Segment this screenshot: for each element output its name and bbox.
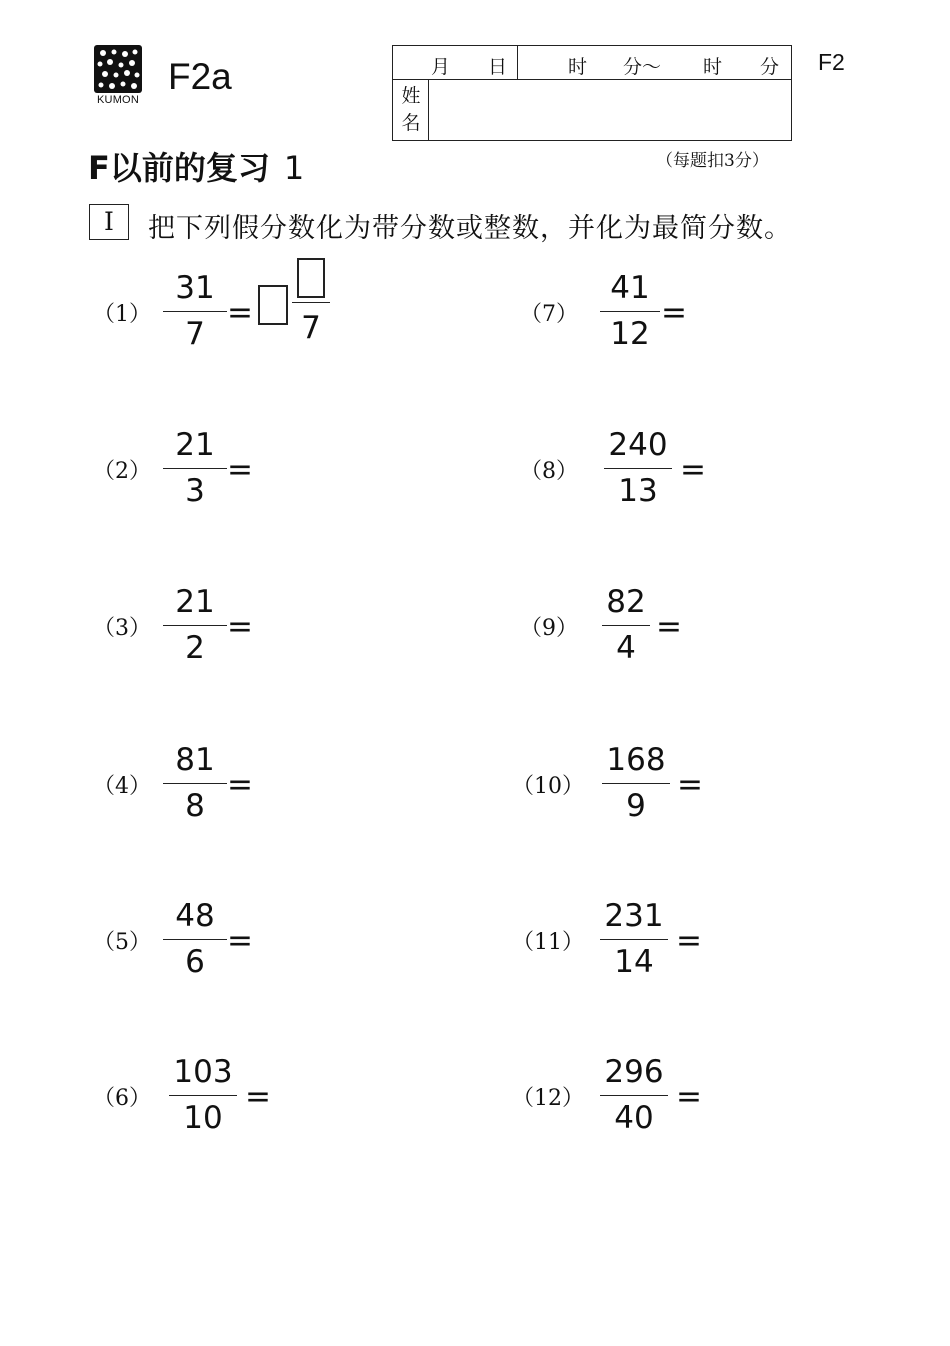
numerator: 231 [604,898,664,934]
month-label: 月 [431,56,451,78]
fraction-bar [600,311,660,312]
improper-fraction [604,425,672,511]
exercise-1 [93,268,413,358]
exercise-label: （10） [512,774,584,799]
exercise-label: （5） [93,930,151,955]
equals-sign: = [676,1079,702,1115]
section-title-number: 1 [283,149,305,187]
end-hour-label: 时 [703,56,723,78]
answer-area[interactable] [707,1062,832,1122]
answer-area[interactable] [253,906,403,966]
sheet-code: F2a [168,56,232,97]
denominator: 40 [614,1100,654,1136]
denominator: 13 [618,473,658,509]
numerator: 103 [173,1054,233,1090]
exercise-label: （6） [93,1086,151,1111]
fraction-bar [600,1095,668,1096]
exercise-9 [520,582,840,672]
exercise-label: （12） [512,1086,584,1111]
day-label: 日 [488,56,508,78]
answer-area[interactable] [690,278,830,338]
equals-sign: = [676,923,702,959]
equals-sign: = [227,923,253,959]
fraction-bar [163,625,227,626]
fraction-bar [163,468,227,469]
improper-fraction [600,268,660,354]
equals-sign: = [227,452,253,488]
section-title [88,143,304,189]
exercise-10 [512,740,842,830]
denominator: 8 [185,788,205,824]
score-note: （每题扣3分） [656,151,769,171]
equals-sign: = [661,295,687,331]
equals-sign: = [227,767,253,803]
exercise-7 [520,268,840,358]
end-minute-label: 分 [760,56,780,78]
numerator: 296 [604,1054,664,1090]
denominator: 4 [616,630,636,666]
equals-sign: = [656,609,682,645]
numerator: 168 [606,742,666,778]
equals-sign: = [677,767,703,803]
exercise-4 [93,740,413,830]
kumon-logo [92,45,144,107]
logo-text: KUMON [97,94,139,106]
improper-fraction [169,1052,237,1138]
section-title-text: F以前的复习 [88,149,270,187]
numerator: 81 [175,742,215,778]
kumon-logo-icon [94,45,142,93]
numerator: 48 [175,898,215,934]
answer-area[interactable] [707,906,832,966]
answer-area[interactable] [273,1062,403,1122]
answer-area[interactable] [253,435,403,495]
fraction-bar [163,311,227,312]
name-field[interactable] [433,82,785,138]
improper-fraction [602,740,670,826]
improper-fraction [163,268,227,354]
improper-fraction [163,582,227,668]
exercise-label: （2） [93,459,151,484]
start-minute-label: 分～ [623,56,662,78]
exercise-label: （4） [93,774,151,799]
start-hour-label: 时 [568,56,588,78]
exercise-label: （9） [520,616,578,641]
exercise-11 [512,896,842,986]
improper-fraction [163,740,227,826]
exercise-label: （8） [520,459,578,484]
answer-area[interactable] [253,592,403,652]
exercise-2 [93,425,413,515]
problem-instruction: 把下列假分数化为带分数或整数，并化为最简分数。 [148,213,792,244]
name-label: 姓名 [401,85,421,134]
date-row [393,46,791,80]
exercise-6 [93,1052,413,1142]
denominator: 14 [614,944,654,980]
fraction-bar [163,783,227,784]
answer-area[interactable] [707,750,832,810]
answer-fraction-bar [292,302,330,303]
denominator: 3 [185,473,205,509]
whole-number-answer-box[interactable] [258,285,288,325]
numerator: 240 [608,427,668,463]
name-divider [428,79,429,141]
numerator-answer-box[interactable] [297,258,325,298]
numerator: 21 [175,584,215,620]
denominator: 2 [185,630,205,666]
improper-fraction [163,425,227,511]
denominator: 6 [185,944,205,980]
exercise-8 [520,425,840,515]
date-divider [517,46,518,79]
answer-denominator: 7 [301,310,321,346]
improper-fraction [600,896,668,982]
numerator: 21 [175,427,215,463]
equals-sign: = [680,452,706,488]
fraction-bar [604,468,672,469]
denominator: 12 [610,316,650,352]
numerator: 82 [606,584,646,620]
equals-sign: = [245,1079,271,1115]
exercise-12 [512,1052,842,1142]
fraction-bar [602,625,650,626]
exercise-label: （1） [93,302,151,327]
equals-sign: = [227,295,253,331]
answer-area[interactable] [710,435,830,495]
fraction-bar [163,939,227,940]
level-code: F2 [818,49,845,75]
numerator: 41 [610,270,650,306]
numerator: 31 [175,270,215,306]
fraction-bar [169,1095,237,1096]
improper-fraction [602,582,650,668]
equals-sign: = [227,609,253,645]
date-name-table [392,45,792,141]
exercise-label: （3） [93,616,151,641]
fraction-bar [602,783,670,784]
exercise-5 [93,896,413,986]
fraction-bar [600,939,668,940]
denominator: 7 [185,316,205,352]
improper-fraction [163,896,227,982]
exercise-3 [93,582,413,672]
improper-fraction [600,1052,668,1138]
problem-number-box: I [89,204,129,240]
answer-area[interactable] [685,592,830,652]
denominator: 10 [183,1100,223,1136]
exercise-label: （7） [520,302,578,327]
denominator: 9 [626,788,646,824]
exercise-label: （11） [512,930,584,955]
answer-area[interactable] [253,750,403,810]
